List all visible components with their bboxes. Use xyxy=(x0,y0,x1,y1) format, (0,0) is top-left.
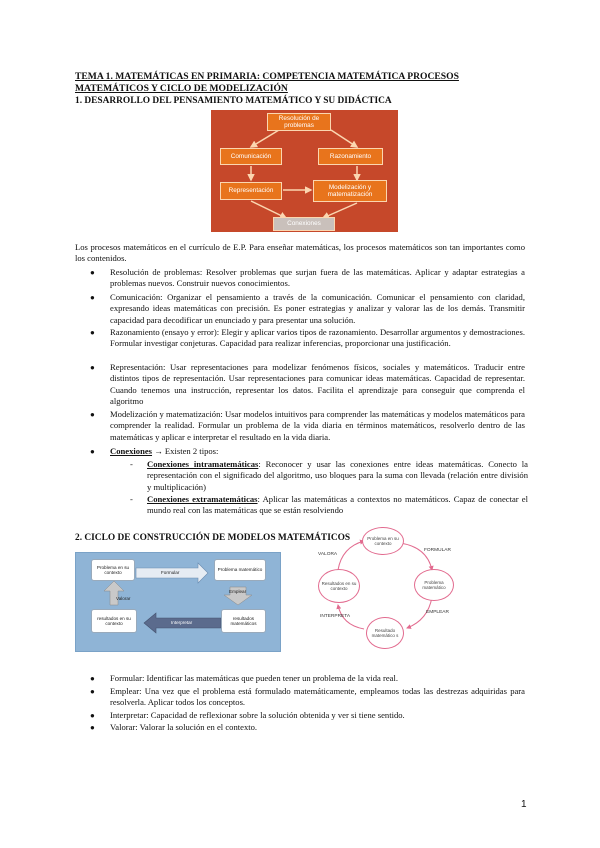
node-modelization: Modelización y matematización xyxy=(313,180,387,202)
bullet-text: Interpretar: Capacidad de reflexionar sobre la solución obtenida y ver si tiene sentido. xyxy=(110,710,405,720)
bullet-text: Representación: Usar representaciones para modelizar fenómenos físicos, sociales y matemáticos. Traducir entre distintos tipos de representación. Usar representaciones para comunicar ideas matemáticas. Capacidad de representar. Cuando tenemos una instrucción, representar los datos. Facilita el aprendizaje para conseguir que comprenda el algoritmo xyxy=(110,362,525,407)
bullet-interpretar: ● Interpretar: Capacidad de reflexionar sobre la solución obtenida y ver si tiene sentido. xyxy=(90,710,525,721)
box-problem-context: Problema en su contexto xyxy=(91,559,135,581)
extramath-label: Conexiones extramatemáticas xyxy=(147,494,258,504)
bullet-formular: ● Formular: Identificar las matemáticas que pueden tener un problema de la vida real. xyxy=(90,673,525,684)
bullet-text: Valorar: Valorar la solución en el contexto. xyxy=(110,722,258,732)
bullet-text: Resolución de problemas: Resolver problemas que surjan fuera de las matemáticas. Aplicar y adaptar estrategias a problemas nuevos. Construir nuevos conocimientos. xyxy=(110,267,525,289)
intramath-text: : Reconocer y usar las conexiones entre ideas matemáticas. Conecto la representación con el significado del algoritmo, uso bloques para la suma con llevada (relación entre división y multiplicación) xyxy=(147,459,528,492)
box-math-problem: Problema matemático xyxy=(214,559,266,581)
bullet-modelization: ● Modelización y matematización: Usar modelos intuitivos para comprender las matemáticas y modelos matemáticos para comprender la realidad. Formular un problema de la vida diaria en términos matemáticos, resolverlo dentro de las matemáticas y aplicar e interpretar el resultado en la vida diaria. xyxy=(90,409,525,442)
sub-extramath: - Conexiones extramatemáticas: Aplicar las matemáticas a contextos no matemáticos. Capaz de conectar el mundo real con las matemáticas que se están resolviendo xyxy=(130,494,528,516)
bullet-emplear: ● Emplear: Una vez que el problema está formulado matemáticamente, empleamos todas las destrezas adquiridas para resolverla. Aplicar todos los conceptos. xyxy=(90,686,525,708)
intramath-label: Conexiones intramatemáticas xyxy=(147,459,259,469)
processes-diagram xyxy=(211,110,398,232)
section-2-heading: 2. CICLO DE CONSTRUCCIÓN DE MODELOS MATEMÁTICOS xyxy=(75,533,351,543)
bullet-representation: ● Representación: Usar representaciones para modelizar fenómenos físicos, sociales y matemáticos. Traducir entre distintos tipos de representación. Usar representaciones para comunicar ideas matemáticas. Capacidad de representar. Cuando tenemos una instrucción, representar los datos. Facilita el aprendizaje para conseguir que comprenda el algoritmo xyxy=(90,362,525,407)
bullet-valorar: ● Valorar: Valorar la solución en el contexto. xyxy=(90,722,525,733)
bullet-text: Emplear: Una vez que el problema está formulado matemáticamente, empleamos todas las destrezas adquiridas para resolverla. Aplicar todos los conceptos. xyxy=(110,686,525,708)
cycle-label-formular: FORMULAR xyxy=(424,548,451,553)
bullet-text: Comunicación: Organizar el pensamiento a través de la comunicación. Comunicar el pensamiento con claridad, expresando ideas matemáticas con precisión. Es poner estrategias y analizar y valorar las de los demás. Transmitir capacidad para decodificar un enunciado y para presentar una solución. xyxy=(110,292,525,325)
bullet-resolution: ● Resolución de problemas: Resolver problemas que surjan fuera de las matemáticas. Aplicar y adaptar estrategias a problemas nuevos. Construir nuevos conocimientos. xyxy=(90,267,525,289)
document-title: TEMA 1. MATEMÁTICAS EN PRIMARIA: COMPETENCIA MATEMÁTICA PROCESOS MATEMÁTICOS Y CICLO DE MODELIZACIÓN xyxy=(75,71,459,94)
node-representation: Representación xyxy=(220,182,282,200)
bullet-communication: ● Comunicación: Organizar el pensamiento a través de la comunicación. Comunicar el pensamiento con claridad, expresando ideas matemáticas con precisión. Es poner estrategias y analizar y valorar las de los demás. Transmitir capacidad para decodificar un enunciado y para presentar una solución. xyxy=(90,292,525,325)
connections-label: Conexiones xyxy=(110,446,153,456)
bullet-connections: ● Conexiones → Existen 2 tipos: xyxy=(90,446,219,456)
bullet-text: Modelización y matematización: Usar modelos intuitivos para comprender las matemáticas y modelos matemáticos para comprender la realidad. Formular un problema de la vida diaria en términos matemáticos, resolverlo dentro de las matemáticas y aplicar e interpretar el resultado en la vida diaria. xyxy=(110,409,525,442)
box-math-results: resultados matemáticos xyxy=(221,609,266,633)
cycle-label-valora: VALORA xyxy=(318,552,338,557)
label-valorar: Valorar xyxy=(116,596,131,601)
bullet-reasoning: ● Razonamiento (ensayo y error): Elegir y aplicar varios tipos de razonamiento. Desarrollar argumentos y demostraciones. Formular investigar conjeturas. Capacidad para realizar inferencias, proporcionar una justificación. xyxy=(90,327,525,349)
cycle-node-math-results: Resultado matemático s xyxy=(366,617,404,649)
node-communication: Comunicación xyxy=(220,148,282,165)
bullet-text: Razonamiento (ensayo y error): Elegir y aplicar varios tipos de razonamiento. Desarrollar argumentos y demostraciones. Formular investigar conjeturas. Capacidad para realizar inferencias, proporcionar una justificación. xyxy=(110,327,525,349)
page-number: 1 xyxy=(521,799,527,810)
modeling-cycle-circle xyxy=(302,525,462,650)
cycle-node-problem-context: Problema en su contexto xyxy=(362,527,404,555)
label-emplear: Emplear xyxy=(229,589,247,594)
sub-intramath: - Conexiones intramatemáticas: Reconocer y usar las conexiones entre ideas matemáticas. Conecto la representación con el significado del algoritmo, uso bloques para la suma con llevada (relación entre división y multiplicación) xyxy=(130,459,528,492)
cycle-node-math-problem: Problema matemático xyxy=(414,569,454,601)
cycle-node-results-context: Resultados en su contexto xyxy=(318,569,360,603)
section-1-heading: 1. DESARROLLO DEL PENSAMIENTO MATEMÁTICO Y SU DIDÁCTICA xyxy=(75,96,392,106)
bullet-text: Formular: Identificar las matemáticas que pueden tener un problema de la vida real. xyxy=(110,673,399,683)
cycle-label-emplear: EMPLEAR xyxy=(426,610,449,615)
modeling-cycle-diagram xyxy=(75,552,281,652)
label-formular: Formular xyxy=(161,570,180,575)
label-interpretar: Interpretar xyxy=(171,620,193,625)
node-connections: Conexiones xyxy=(273,217,335,231)
connections-text: → Existen 2 tipos: xyxy=(154,446,219,456)
box-results-context: resultados en su contexto xyxy=(91,609,137,633)
node-problem-solving: Resolución de problemas xyxy=(267,113,331,131)
intro-paragraph: Los procesos matemáticos en el currículo de E.P. Para enseñar matemáticas, los procesos matemáticos son tan importantes como los contenidos. xyxy=(75,242,525,264)
node-reasoning: Razonamiento xyxy=(318,148,383,165)
cycle-label-interpreta: INTERPRETA xyxy=(320,614,351,619)
extramath-text: : Aplicar las matemáticas a contextos no matemáticos. Capaz de conectar el mundo real con las matemáticas que se están resolviendo xyxy=(147,494,528,516)
